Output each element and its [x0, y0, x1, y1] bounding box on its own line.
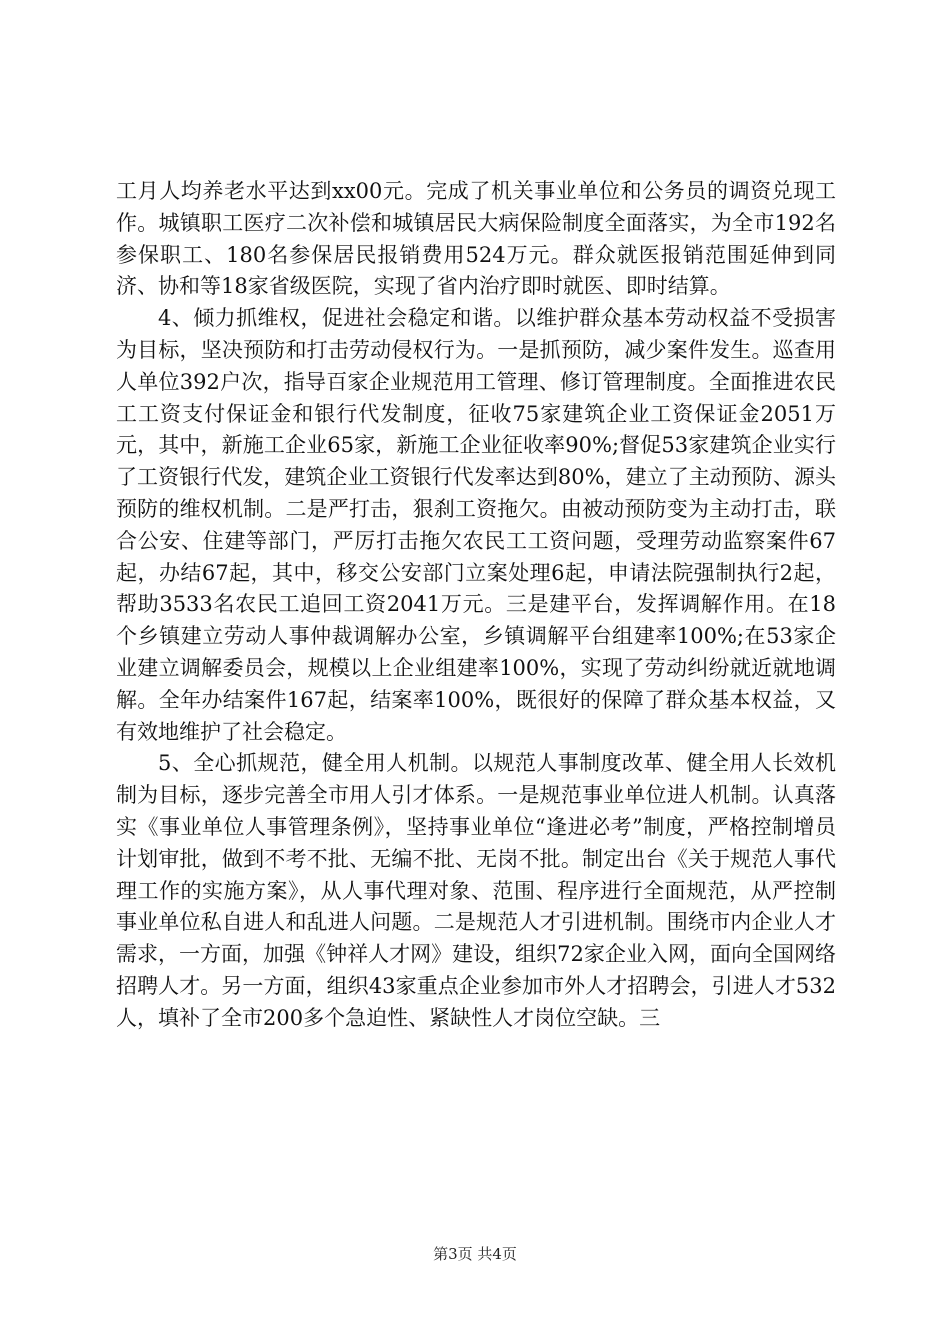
paragraph-2: 4、倾力抓维权，促进社会稳定和谐。以维护群众基本劳动权益不受损害为目标，坚决预防和打击劳动侵权行为。一是抓预防，减少案件发生。巡查用人单位392户次，指导百家企业规范用工管理、修订管理制度。全面推进农民工工资支付保证金和银行代发制度，征收75家建筑企业工资保证金2051万元，其中，新施工企业65家，新施工企业征收率90%;督促53家建筑企业实行了工资银行代发，建筑企业工资银行代发率达到80%，建立了主动预防、源头预防的维权机制。二是严打击，狠刹工资拖欠。由被动预防变为主动打击，联合公安、住建等部门，严厉打击拖欠农民工工资问题，受理劳动监察案件67起，办结67起，其中，移交公安部门立案处理6起，申请法院强制执行2起，帮助3533名农民工追回工资2041万元。三是建平台，发挥调解作用。在18个乡镇建立劳动人事仲裁调解办公室，乡镇调解平台组建率100%;在53家企业建立调解委员会，规模以上企业组建率100%，实现了劳动纠纷就近就地调解。全年办结案件167起，结案率100%，既很好的保障了群众基本权益，又有效地维护了社会稳定。	[116, 306, 836, 744]
page-footer: 第3页 共4页	[433, 1245, 517, 1263]
paragraph-3: 5、全心抓规范，健全用人机制。以规范人事制度改革、健全用人长效机制为目标，逐步完善全市用人引才体系。一是规范事业单位进人机制。认真落实《事业单位人事管理条例》，坚持事业单位“逢进必考”制度，严格控制增员计划审批，做到不考不批、无编不批、无岗不批。制定出台《关于规范人事代理工作的实施方案》，从人事代理对象、范围、程序进行全面规范，从严控制事业单位私自进人和乱进人问题。二是规范人才引进机制。围绕市内企业人才需求，一方面，加强《钟祥人才网》建设，组织72家企业入网，面向全国网络招聘人才。另一方面，组织43家重点企业参加市外人才招聘会，引进人才532人，填补了全市200多个急迫性、紧缺性人才岗位空缺。三	[116, 751, 836, 1030]
paragraph-1: 工月人均养老水平达到xx00元。完成了机关事业单位和公务员的调资兑现工作。城镇职工医疗二次补偿和城镇居民大病保险制度全面落实，为全市192名参保职工、180名参保居民报销费用524万元。群众就医报销范围延伸到同济、协和等18家省级医院，实现了省内治疗即时就医、即时结算。	[116, 179, 836, 299]
document-body	[116, 176, 836, 1035]
